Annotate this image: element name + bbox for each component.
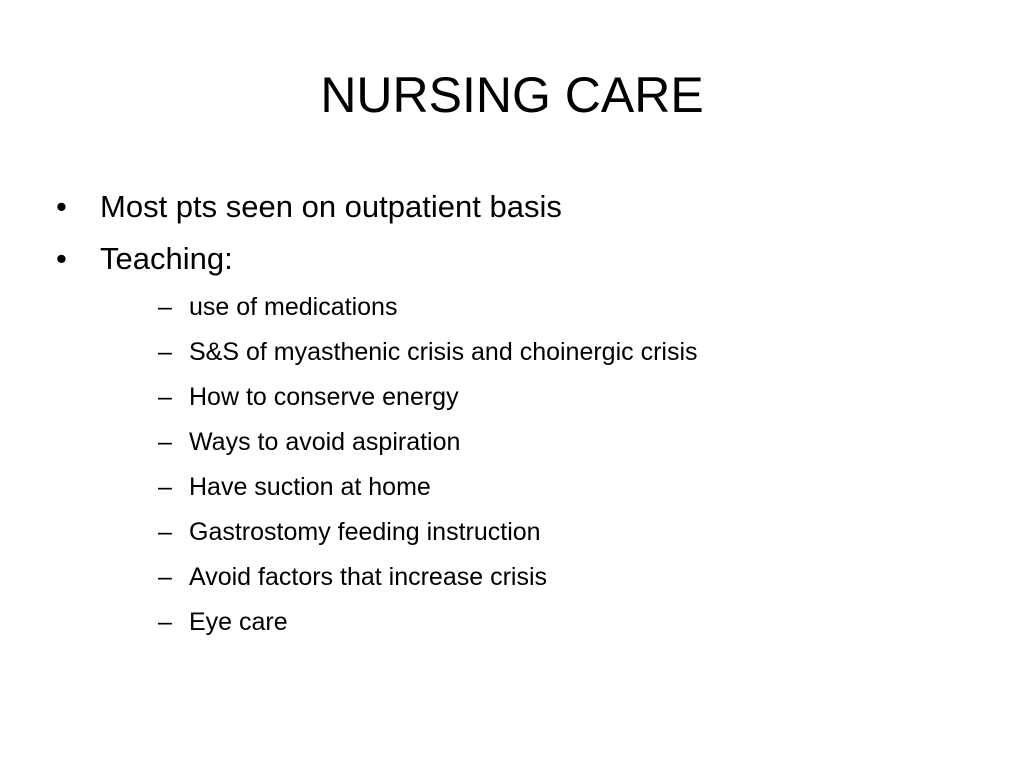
sub-bullet-text: Eye care (189, 608, 288, 636)
sub-bullet-text: Have suction at home (189, 473, 431, 501)
dash-icon: – (158, 428, 172, 456)
sub-bullet-item (100, 285, 976, 330)
sub-bullet-text: use of medications (189, 293, 398, 321)
bullet-text: Teaching: (100, 241, 233, 276)
sub-bullet-text: Avoid factors that increase crisis (189, 563, 548, 591)
slide-title: NURSING CARE (320, 67, 704, 123)
dash-icon: – (158, 293, 172, 321)
sub-bullet-text: S&S of myasthenic crisis and choinergic crisis (189, 338, 698, 366)
bullet-dot-icon: • (56, 189, 67, 224)
bullet-list (56, 181, 976, 645)
dash-icon: – (158, 338, 172, 366)
sub-bullet-item (100, 420, 976, 465)
teaching-sub-list (100, 285, 976, 645)
bullet-item-teaching (56, 233, 976, 645)
dash-icon: – (158, 518, 172, 546)
bullet-dot-icon: • (56, 241, 67, 276)
sub-bullet-item (100, 465, 976, 510)
sub-bullet-item (100, 555, 976, 600)
sub-bullet-text: Ways to avoid aspiration (189, 428, 461, 456)
dash-icon: – (158, 383, 172, 411)
bullet-item-outpatient (56, 181, 976, 233)
sub-bullet-text: Gastrostomy feeding instruction (189, 518, 541, 546)
sub-bullet-item (100, 375, 976, 420)
sub-bullet-item (100, 510, 976, 555)
sub-bullet-item (100, 600, 976, 645)
bullet-text: Most pts seen on outpatient basis (100, 189, 562, 224)
sub-bullet-text: How to conserve energy (189, 383, 459, 411)
dash-icon: – (158, 473, 172, 501)
sub-bullet-item (100, 330, 976, 375)
dash-icon: – (158, 563, 172, 591)
dash-icon: – (158, 608, 172, 636)
